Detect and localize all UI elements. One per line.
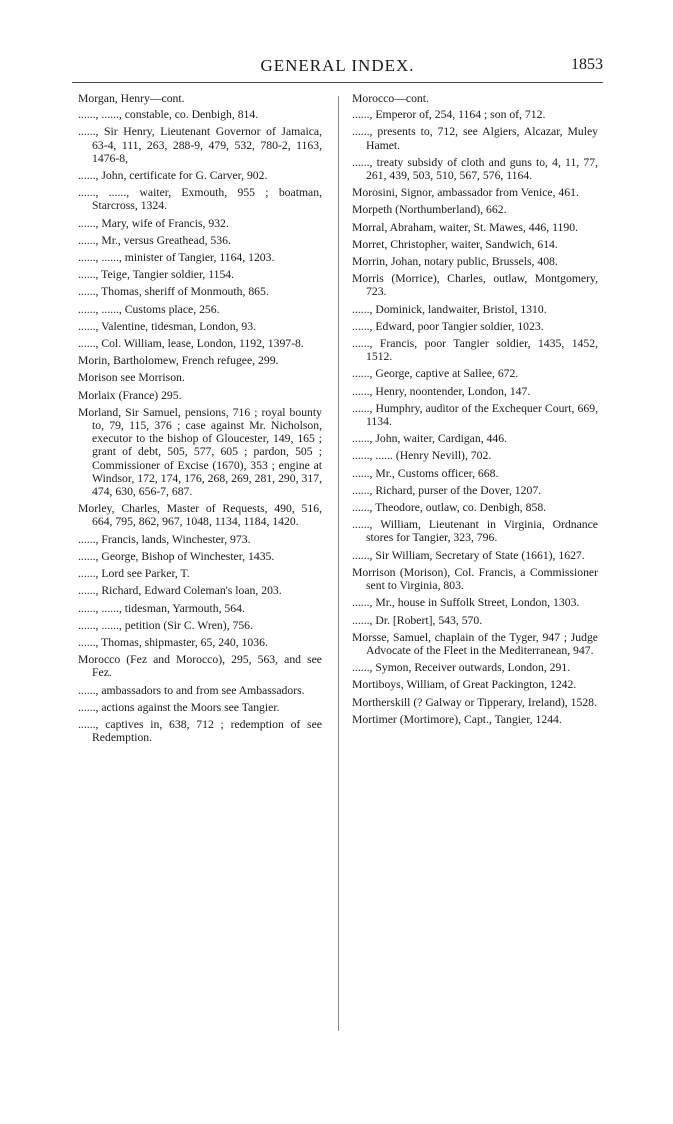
index-entry: ......, Dr. [Robert], 543, 570. bbox=[352, 613, 483, 627]
index-entry: ......, Mary, wife of Francis, 932. bbox=[78, 216, 229, 230]
index-entry: Morocco—cont. bbox=[352, 92, 429, 105]
index-entry: Morpeth (Northumberland), 662. bbox=[352, 203, 507, 217]
page-header bbox=[72, 56, 603, 78]
page-title: GENERAL INDEX. bbox=[260, 56, 415, 75]
index-entry: ......, Sir Henry, Lieutenant Governor of Jamaica, 63-4, 111, 263, 288-9, 479, 532, 780-2, 1163, 1476-8, bbox=[78, 125, 322, 165]
index-entry: ......, Emperor of, 254, 1164 ; son of, 712. bbox=[352, 108, 546, 122]
index-entry: ......, Dominick, landwaiter, Bristol, 1310. bbox=[352, 302, 547, 316]
index-entry: Morlaix (France) 295. bbox=[78, 388, 182, 402]
index-entry: ......, ......, petition (Sir C. Wren), 756. bbox=[78, 618, 253, 632]
index-entry: ......, ...... (Henry Nevill), 702. bbox=[352, 449, 492, 463]
index-entry: Morocco (Fez and Morocco), 295, 563, and see Fez. bbox=[78, 653, 322, 680]
index-entry: ......, Lord see Parker, T. bbox=[78, 567, 190, 581]
index-entry: ......, Thomas, sheriff of Monmouth, 865. bbox=[78, 285, 269, 299]
index-entry: ......, John, certificate for G. Carver, 902. bbox=[78, 169, 268, 183]
index-entry: ......, ambassadors to and from see Ambassadors. bbox=[78, 683, 305, 697]
index-entry: ......, ......, constable, co. Denbigh, 814. bbox=[78, 108, 259, 122]
index-entry: ......, ......, waiter, Exmouth, 955 ; boatman, Starcross, 1324. bbox=[78, 186, 322, 213]
index-entry: ......, George, Bishop of Winchester, 1435. bbox=[78, 549, 275, 563]
index-entry: ......, presents to, 712, see Algiers, Alcazar, Muley Hamet. bbox=[352, 125, 598, 152]
index-entry: ......, Edward, poor Tangier soldier, 1023. bbox=[352, 319, 544, 333]
index-entry: ......, treaty subsidy of cloth and guns to, 4, 11, 77, 261, 439, 503, 510, 567, 576, 1164. bbox=[352, 155, 598, 183]
index-entry: ......, Richard, Edward Coleman's loan, 203. bbox=[78, 584, 282, 598]
index-entry: ......, Henry, noontender, London, 147. bbox=[352, 384, 531, 398]
index-entry: ......, actions against the Moors see Tangier. bbox=[78, 700, 280, 714]
column-divider bbox=[338, 96, 339, 1031]
index-entry: Morsse, Samuel, chaplain of the Tyger, 947 ; Judge Advocate of the Fleet in the Mediterranean, 947. bbox=[352, 630, 598, 657]
index-entry: Morison see Morrison. bbox=[78, 371, 185, 385]
index-entry: ......, Sir William, Secretary of State (1661), 1627. bbox=[352, 548, 585, 562]
index-entry: Mortimer (Mortimore), Capt., Tangier, 1244. bbox=[352, 712, 562, 726]
index-entry: ......, Teige, Tangier soldier, 1154. bbox=[78, 268, 235, 282]
index-entry: ......, Theodore, outlaw, co. Denbigh, 858. bbox=[352, 501, 547, 515]
index-entry: ......, Francis, poor Tangier soldier, 1435, 1452, 1512. bbox=[352, 337, 598, 364]
index-entry: ......, Thomas, shipmaster, 65, 240, 1036. bbox=[78, 635, 268, 649]
index-entry: Morris (Morrice), Charles, outlaw, Montgomery, 723. bbox=[352, 272, 598, 299]
index-entry: Morosini, Signor, ambassador from Venice, 461. bbox=[352, 186, 579, 200]
index-entry: Morland, Sir Samuel, pensions, 716 ; royal bounty to, 79, 115, 376 ; case against Mr. Nicholson, executor to the bishop of Gloucester, 149, 165 ; grant of debt, 505, 577, 605 ; pardon, 505 ; Commissioner of Excise (1670), 353 ; engine at Windsor, 172, 174, 176, 268, 269, 281, 290, 317, 474, 630, 656-7, 687. bbox=[78, 405, 322, 499]
index-column-left bbox=[78, 92, 322, 748]
index-entry: ......, Mr., house in Suffolk Street, London, 1303. bbox=[352, 596, 580, 610]
index-entry: Mortherskill (? Galway or Tipperary, Ireland), 1528. bbox=[352, 695, 597, 709]
index-entry: ......, Valentine, tidesman, London, 93. bbox=[78, 319, 256, 333]
index-entry: ......, Mr., Customs officer, 668. bbox=[352, 466, 499, 480]
index-entry: ......, ......, Customs place, 256. bbox=[78, 302, 220, 316]
index-entry: Morin, Bartholomew, French refugee, 299. bbox=[78, 354, 279, 368]
index-entry: Mortiboys, William, of Great Packington, 1242. bbox=[352, 678, 577, 692]
index-entry: ......, Humphry, auditor of the Exchequer Court, 669, 1134. bbox=[352, 401, 598, 429]
index-entry: ......, William, Lieutenant in Virginia, Ordnance stores for Tangier, 323, 796. bbox=[352, 518, 598, 545]
index-entry: Morrison (Morison), Col. Francis, a Commissioner sent to Virginia, 803. bbox=[352, 565, 598, 593]
page-number: 1853 bbox=[571, 56, 603, 73]
index-entry: Morret, Christopher, waiter, Sandwich, 614. bbox=[352, 237, 558, 251]
index-entry: ......, Mr., versus Greathead, 536. bbox=[78, 233, 231, 247]
index-entry: ......, ......, minister of Tangier, 1164, 1203. bbox=[78, 251, 275, 265]
index-entry: ......, Richard, purser of the Dover, 1207. bbox=[352, 483, 542, 497]
index-entry: ......, captives in, 638, 712 ; redemption of see Redemption. bbox=[78, 717, 322, 745]
index-entry: Morgan, Henry—cont. bbox=[78, 92, 185, 105]
index-entry: ......, John, waiter, Cardigan, 446. bbox=[352, 432, 508, 446]
index-entry: Morrin, Johan, notary public, Brussels, 408. bbox=[352, 255, 558, 269]
index-entry: ......, Col. William, lease, London, 1192, 1397-8. bbox=[78, 337, 304, 351]
index-entry: ......, Francis, lands, Winchester, 973. bbox=[78, 532, 251, 546]
index-entry: ......, ......, tidesman, Yarmouth, 564. bbox=[78, 601, 245, 615]
header-rule bbox=[72, 82, 603, 83]
index-entry: ......, Symon, Receiver outwards, London, 291. bbox=[352, 661, 571, 675]
index-entry: Morral, Abraham, waiter, St. Mawes, 446, 1190. bbox=[352, 220, 578, 234]
index-column-right bbox=[352, 92, 598, 730]
index-entry: Morley, Charles, Master of Requests, 490, 516, 664, 795, 862, 967, 1048, 1134, 1184, 1420. bbox=[78, 502, 322, 529]
index-entry: ......, George, captive at Sallee, 672. bbox=[352, 367, 519, 381]
